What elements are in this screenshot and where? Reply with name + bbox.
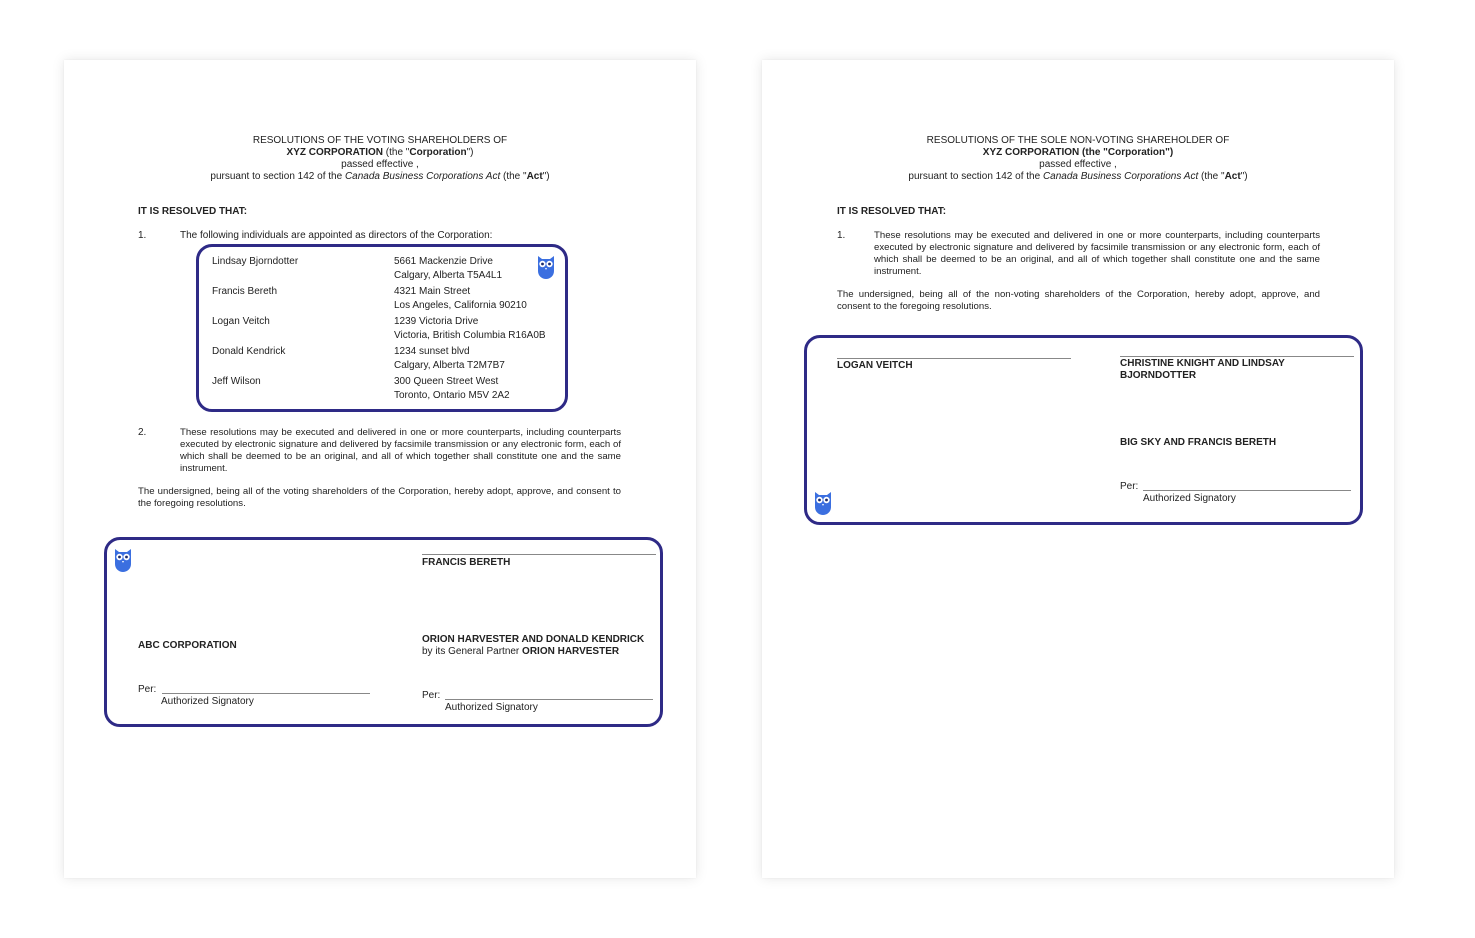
authorized-signatory-label: Authorized Signatory <box>1143 493 1236 504</box>
director-name: Logan Veitch <box>212 316 270 327</box>
director-address: 1239 Victoria Drive Victoria, British Columbia R16A0B <box>394 316 546 341</box>
director-address: 1234 sunset blvd Calgary, Alberta T2M7B7 <box>394 346 505 371</box>
signer-big-sky: BIG SKY AND FRANCIS BERETH <box>1120 437 1277 448</box>
resolution-title: RESOLUTIONS OF THE VOTING SHAREHOLDERS OF XYZ CORPORATION (the "Corporation") passed effective , pursuant to section 142 of the Canada Business Corporations Act (the "Act") <box>210 135 550 182</box>
owl-icon <box>536 253 556 279</box>
item-number: 1. <box>138 230 147 241</box>
item1-text: These resolutions may be executed and delivered in one or more counterparts, including counterparts executed by electronic signature and delivered by facsimile transmission or any electronic form, each of which shall be deemed to be an original, and all of which together shall constitute one and the same instrument. <box>874 230 1320 277</box>
signature-line[interactable] <box>445 699 653 700</box>
authorized-signatory-label: Authorized Signatory <box>161 696 254 707</box>
authorized-signatory-label: Authorized Signatory <box>445 702 538 713</box>
signature-line[interactable] <box>1120 356 1354 357</box>
left-document-page <box>64 60 696 878</box>
signature-line[interactable] <box>1143 490 1351 491</box>
orion-general-partner: by its General Partner ORION HARVESTER <box>422 646 620 657</box>
director-name: Donald Kendrick <box>212 346 286 357</box>
right-document-page <box>762 60 1394 878</box>
undersigned-text: The undersigned, being all of the voting shareholders of the Corporation, hereby adopt, approve, and consent to the foregoing resolutions. <box>138 486 621 509</box>
per-label: Per: <box>1120 481 1139 492</box>
director-address: 300 Queen Street West Toronto, Ontario M5V 2A2 <box>394 376 510 401</box>
item-number: 1. <box>837 230 846 241</box>
director-name: Jeff Wilson <box>212 376 261 387</box>
signer-francis-bereth: FRANCIS BERETH <box>422 557 511 568</box>
director-address: 5661 Mackenzie Drive Calgary, Alberta T5A4L1 <box>394 256 503 281</box>
item-number: 2. <box>138 427 147 438</box>
item2-text: These resolutions may be executed and delivered in one or more counterparts, including counterparts executed by electronic signature and delivered by facsimile transmission or any electronic form, each of which shall be deemed to be an original, and all of which together shall constitute one and the same instrument. <box>180 427 621 474</box>
signer-abc-corporation: ABC CORPORATION <box>138 640 237 651</box>
director-name: Lindsay Bjorndotter <box>212 256 299 267</box>
director-name: Francis Bereth <box>212 286 278 297</box>
director-address: 4321 Main Street Los Angeles, California 90210 <box>394 286 527 311</box>
owl-icon <box>813 489 833 515</box>
signer-christine-knight: CHRISTINE KNIGHT AND LINDSAY BJORNDOTTER <box>1120 358 1285 381</box>
owl-icon <box>113 546 133 572</box>
signer-orion-harvester: ORION HARVESTER AND DONALD KENDRICK <box>422 634 645 645</box>
item1-text: The following individuals are appointed as directors of the Corporation: <box>180 230 493 241</box>
resolved-heading: IT IS RESOLVED THAT: <box>837 206 947 217</box>
signature-line[interactable] <box>162 693 370 694</box>
per-label: Per: <box>138 684 157 695</box>
signature-line[interactable] <box>837 358 1071 359</box>
resolution-title: RESOLUTIONS OF THE SOLE NON-VOTING SHAREHOLDER OF XYZ CORPORATION (the "Corporation") passed effective , pursuant to section 142 of the Canada Business Corporations Act (the "Act") <box>908 135 1248 182</box>
undersigned-text: The undersigned, being all of the non-voting shareholders of the Corporation, hereby adopt, approve, and consent to the foregoing resolutions. <box>837 289 1320 312</box>
signature-line[interactable] <box>422 554 656 555</box>
per-label: Per: <box>422 690 441 701</box>
signer-logan-veitch: LOGAN VEITCH <box>837 360 913 371</box>
resolved-heading: IT IS RESOLVED THAT: <box>138 206 248 217</box>
